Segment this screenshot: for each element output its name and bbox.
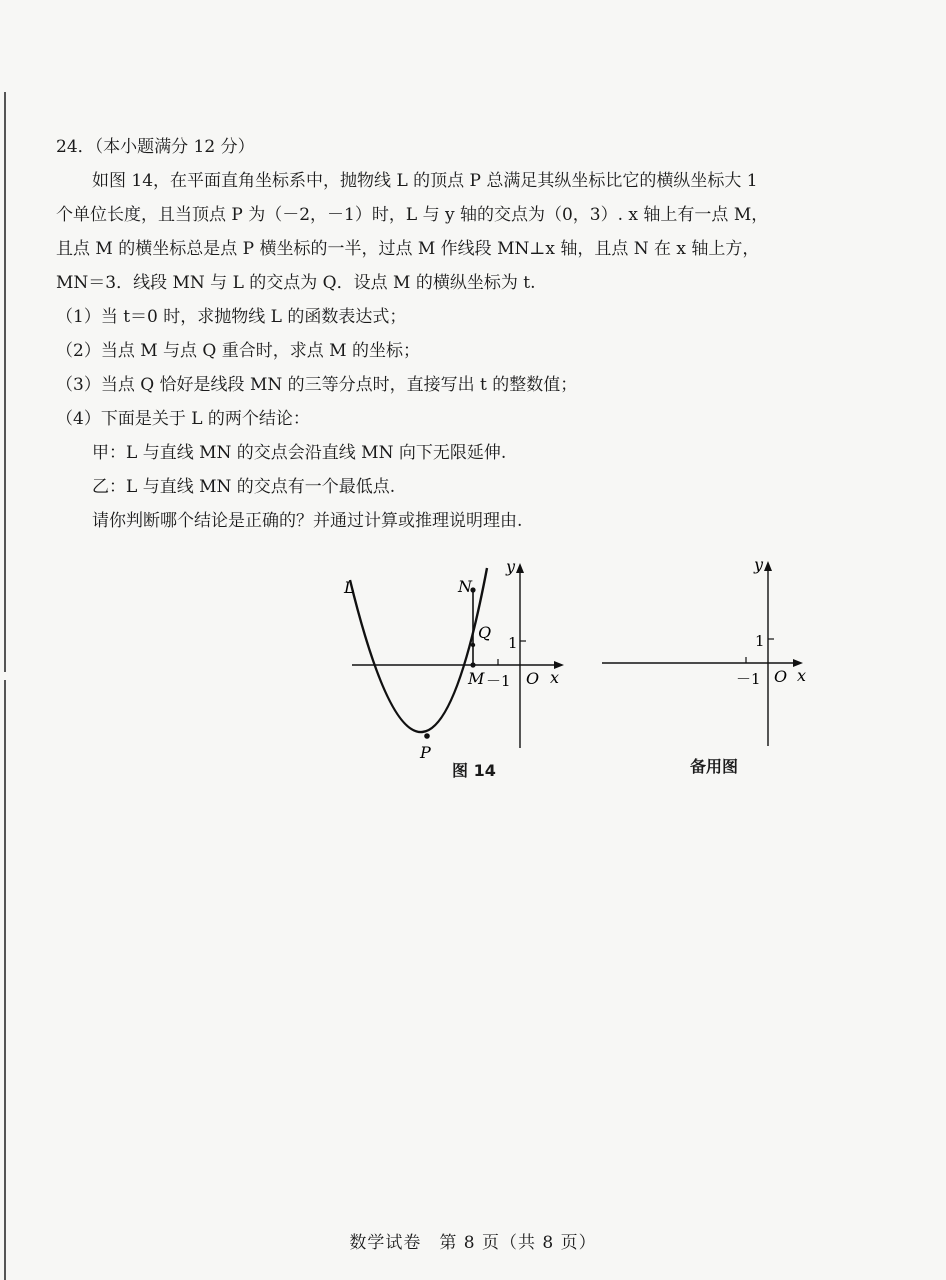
spare-figure-caption: 备用图	[690, 757, 739, 776]
fig14-point-q	[471, 643, 475, 647]
fig14-label-l: L	[344, 578, 355, 597]
fig14-label-q: Q	[478, 623, 492, 642]
problem-intro-line-1: 如图 14，在平面直角坐标系中，抛物线 L 的顶点 P 总满足其纵坐标比它的横纵坐标大 1	[92, 171, 758, 191]
spare-figure-svg	[592, 548, 822, 788]
page-footer: 数学试卷 第 8 页（共 8 页）	[349, 1233, 597, 1253]
fig14-y-arrow-icon	[516, 563, 524, 573]
problem-intro-line-2: 个单位长度，且当顶点 P 为（－2，－1）时，L 与 y 轴的交点为（0，3）. x 轴上有一点 M，	[56, 205, 769, 225]
spare-label-y: y	[754, 555, 764, 574]
spare-label-x: x	[797, 666, 807, 685]
margin-line-top	[4, 92, 6, 672]
spare-y-arrow-icon	[764, 561, 772, 571]
question-2: （2）当点 M 与点 Q 重合时，求点 M 的坐标；	[56, 341, 420, 361]
fig14-label-1: 1	[508, 634, 518, 652]
figure-14	[330, 548, 580, 788]
fig14-label-minus-1: －1	[486, 672, 511, 690]
fig14-label-origin: O	[526, 669, 540, 688]
fig14-label-n: N	[458, 577, 472, 596]
figure-14-svg	[330, 548, 580, 788]
fig14-label-y: y	[506, 557, 516, 576]
fig14-label-p: P	[420, 743, 431, 762]
fig14-label-m: M	[468, 669, 485, 688]
question-4: （4）下面是关于 L 的两个结论：	[56, 409, 310, 429]
problem-intro-line-4: MN＝3．线段 MN 与 L 的交点为 Q．设点 M 的横纵坐标为 t.	[56, 273, 536, 293]
spare-label-origin: O	[774, 667, 788, 686]
problem-24	[56, 130, 896, 538]
margin-line-bottom	[4, 680, 6, 1280]
fig14-point-m	[470, 662, 475, 667]
question-1: （1）当 t＝0 时，求抛物线 L 的函数表达式；	[56, 307, 407, 327]
problem-header: 24．（本小题满分 12 分）	[56, 137, 255, 157]
instruction: 请你判断哪个结论是正确的？并通过计算或推理说明理由.	[92, 511, 523, 531]
fig14-label-x: x	[550, 668, 560, 687]
fig14-point-p	[424, 733, 430, 739]
spare-label-minus-1: －1	[736, 670, 761, 688]
figure-14-caption: 图 14	[452, 761, 496, 780]
conclusion-yi: 乙：L 与直线 MN 的交点有一个最低点.	[92, 477, 396, 497]
question-3: （3）当点 Q 恰好是线段 MN 的三等分点时，直接写出 t 的整数值；	[56, 375, 578, 395]
conclusion-jia: 甲：L 与直线 MN 的交点会沿直线 MN 向下无限延伸.	[92, 443, 507, 463]
spare-figure	[592, 548, 822, 788]
problem-intro-line-3: 且点 M 的横坐标总是点 P 横坐标的一半，过点 M 作线段 MN⊥x 轴，且点 N 在 x 轴上方，	[56, 239, 760, 259]
spare-label-1: 1	[755, 632, 765, 650]
